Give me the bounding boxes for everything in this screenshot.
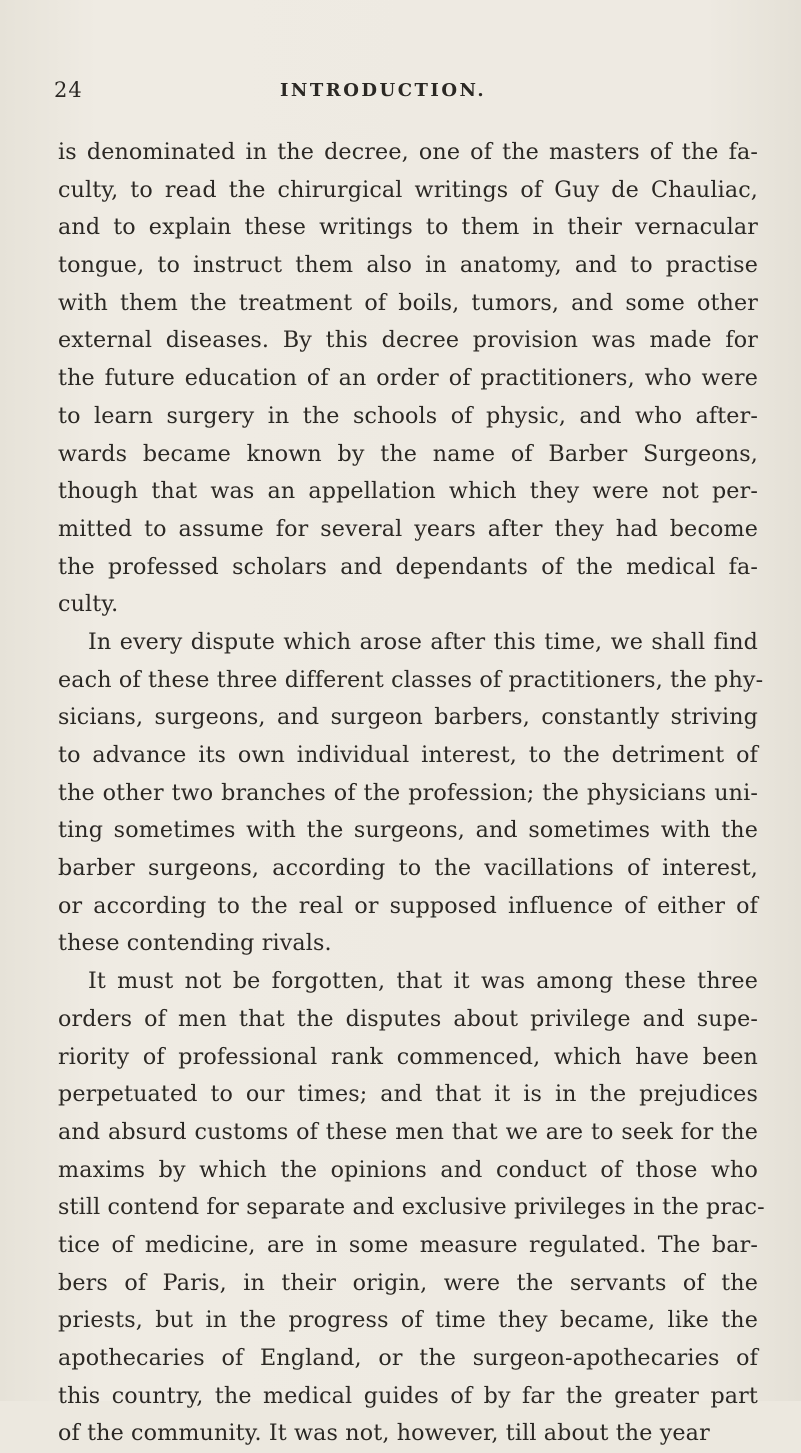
running-head: INTRODUCTION. — [280, 80, 487, 101]
text-line: riority of professional rank commenced, which have been — [58, 1043, 758, 1070]
text-line: each of these three different classes of practitioners, the phy- — [58, 666, 764, 693]
text-line: and absurd customs of these men that we are to seek for the — [58, 1118, 758, 1145]
page-number: 24 — [54, 78, 83, 102]
text-line: the future education of an order of practitioners, who were — [58, 365, 758, 392]
text-line: It must not be forgotten, that it was among these three — [88, 968, 758, 995]
text-line: barber surgeons, according to the vacillations of interest, — [58, 855, 758, 882]
text-line: wards became known by the name of Barber Surgeons, — [58, 440, 758, 467]
text-line: external diseases. By this decree provision was made for — [58, 327, 758, 354]
text-line: the other two branches of the profession; the physicians uni- — [58, 779, 758, 806]
text-line: culty, to read the chirurgical writings of Guy de Chauliac, — [58, 176, 758, 203]
text-line: to advance its own individual interest, to the detriment of — [58, 742, 758, 768]
text-line: and to explain these writings to them in their vernacular — [58, 214, 758, 241]
text-line: with them the treatment of boils, tumors, and some other — [58, 289, 758, 316]
text-line: this country, the medical guides of by far the greater part — [58, 1382, 758, 1409]
text-line: culty. — [58, 591, 119, 618]
text-line: is denominated in the decree, one of the masters of the fa- — [58, 139, 758, 165]
text-line: priests, but in the progress of time they became, like the — [58, 1307, 758, 1334]
page-header — [54, 78, 754, 108]
text-line: In every dispute which arose after this time, we shall find — [88, 628, 758, 655]
text-line: though that was an appellation which they were not per- — [58, 478, 758, 505]
text-line: maxims by which the opinions and conduct of those who — [58, 1156, 758, 1183]
text-line: sicians, surgeons, and surgeon barbers, constantly striving — [58, 704, 758, 731]
paragraph — [58, 963, 765, 1453]
text-line: of the community. It was not, however, till about the year — [58, 1420, 710, 1447]
text-line: mitted to assume for several years after they had become — [58, 515, 758, 542]
paragraph — [58, 624, 764, 963]
text-line: or according to the real or supposed influence of either of — [58, 892, 758, 919]
text-line: perpetuated to our times; and that it is in the prejudices — [58, 1081, 758, 1108]
text-line: to learn surgery in the schools of physic, and who after- — [58, 402, 758, 429]
text-line: bers of Paris, in their origin, were the servants of the — [58, 1269, 758, 1296]
paragraph — [58, 134, 758, 624]
body-text — [58, 134, 765, 1453]
text-line: orders of men that the disputes about privilege and supe- — [58, 1005, 758, 1032]
text-line: tice of medicine, are in some measure regulated. The bar- — [58, 1231, 758, 1258]
text-line: still contend for separate and exclusive privileges in the prac- — [58, 1194, 765, 1221]
text-line: ting sometimes with the surgeons, and sometimes with the — [58, 817, 758, 844]
text-line: the professed scholars and dependants of the medical fa- — [58, 553, 758, 580]
text-line: tongue, to instruct them also in anatomy, and to practise — [58, 252, 758, 279]
text-line: these contending rivals. — [58, 930, 332, 957]
text-line: apothecaries of England, or the surgeon-apothecaries of — [58, 1345, 758, 1371]
